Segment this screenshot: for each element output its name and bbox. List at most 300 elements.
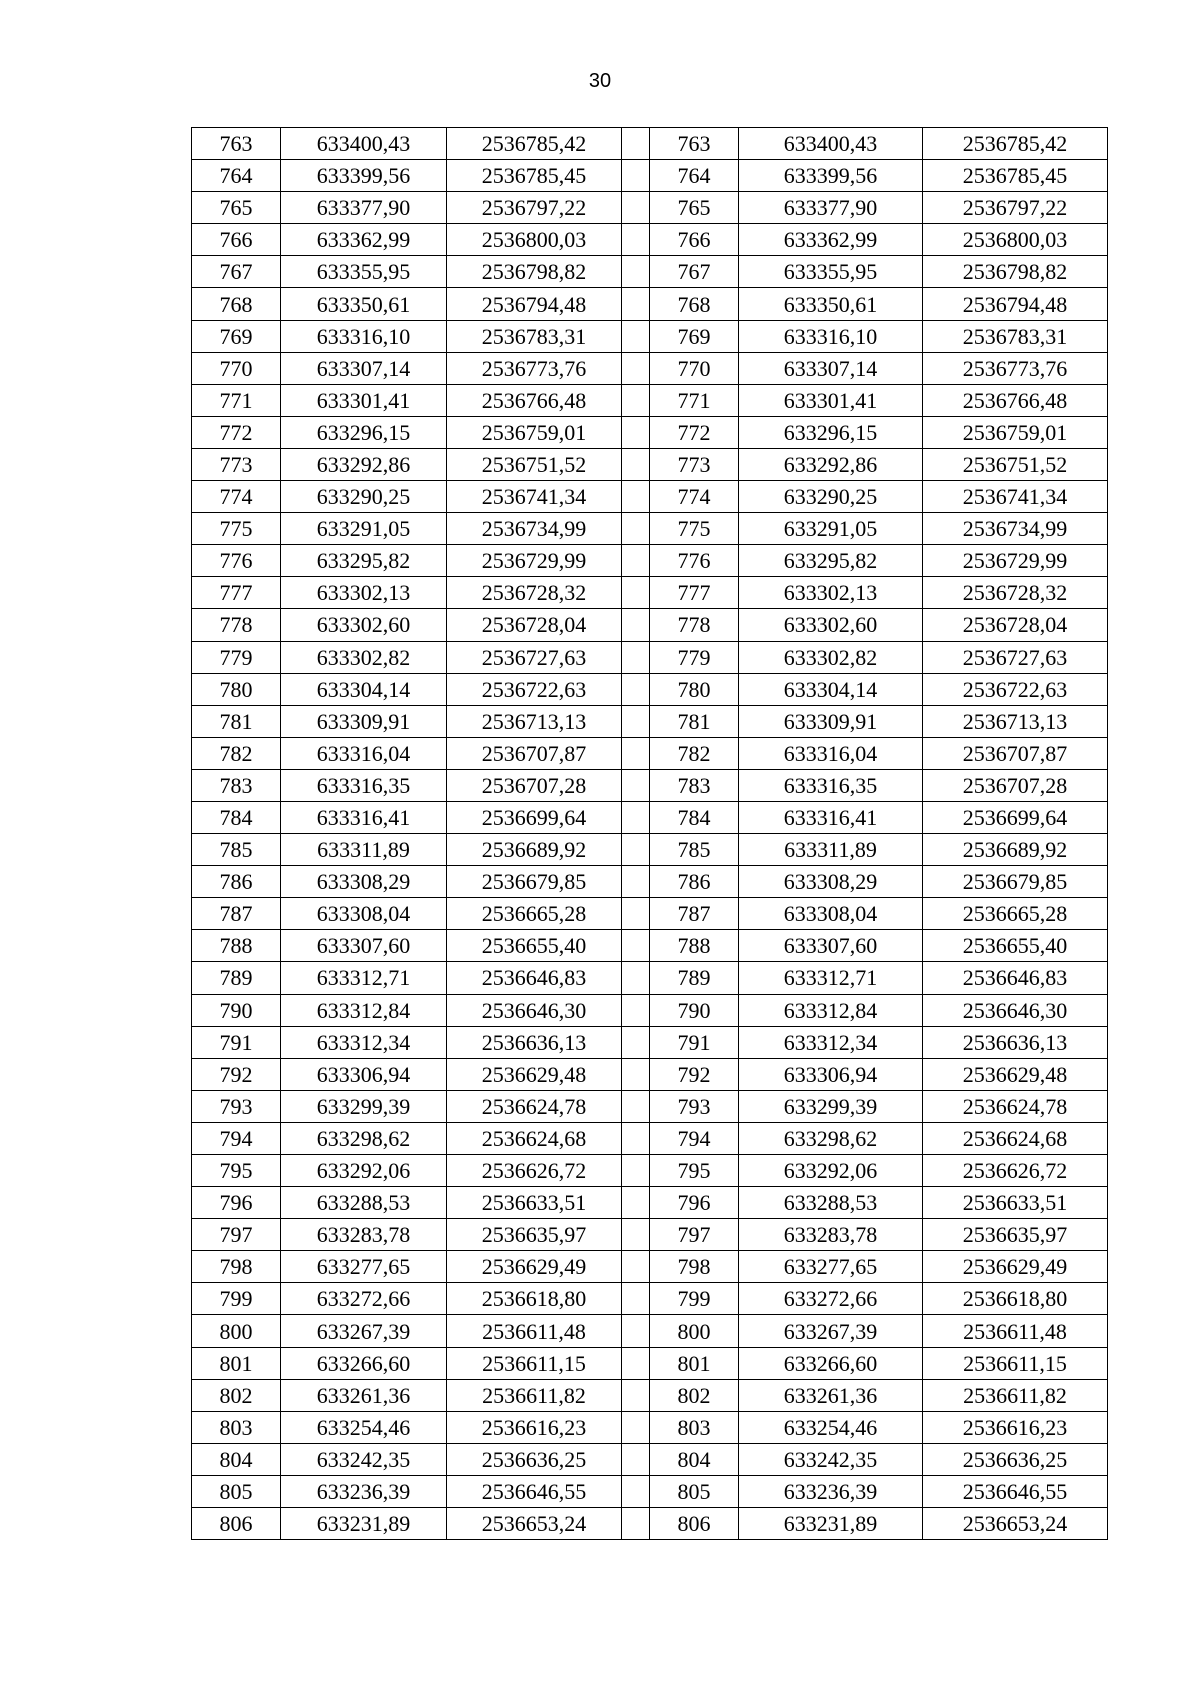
coordinates-table [191, 127, 1108, 1540]
y-coordinate-right: 2536707,28 [923, 769, 1108, 801]
x-coordinate-left: 633399,56 [281, 160, 447, 192]
spacer-cell [622, 1283, 650, 1315]
y-coordinate-left: 2536797,22 [447, 192, 622, 224]
point-number-left: 796 [192, 1187, 281, 1219]
point-number-right: 803 [650, 1411, 739, 1443]
point-number-left: 777 [192, 577, 281, 609]
spacer-cell [622, 801, 650, 833]
table-row [192, 1187, 1108, 1219]
spacer-cell [622, 1090, 650, 1122]
point-number-left: 805 [192, 1475, 281, 1507]
x-coordinate-left: 633311,89 [281, 834, 447, 866]
spacer-cell [622, 1347, 650, 1379]
table-row [192, 705, 1108, 737]
y-coordinate-left: 2536699,64 [447, 801, 622, 833]
point-number-right: 780 [650, 673, 739, 705]
x-coordinate-left: 633306,94 [281, 1058, 447, 1090]
x-coordinate-right: 633261,36 [739, 1379, 923, 1411]
x-coordinate-left: 633400,43 [281, 128, 447, 160]
x-coordinate-right: 633316,35 [739, 769, 923, 801]
point-number-left: 765 [192, 192, 281, 224]
y-coordinate-right: 2536800,03 [923, 224, 1108, 256]
point-number-left: 802 [192, 1379, 281, 1411]
point-number-right: 799 [650, 1283, 739, 1315]
x-coordinate-left: 633242,35 [281, 1443, 447, 1475]
spacer-cell [622, 737, 650, 769]
y-coordinate-left: 2536616,23 [447, 1411, 622, 1443]
x-coordinate-right: 633301,41 [739, 384, 923, 416]
table-row [192, 1090, 1108, 1122]
y-coordinate-left: 2536794,48 [447, 288, 622, 320]
spacer-cell [622, 1315, 650, 1347]
point-number-left: 793 [192, 1090, 281, 1122]
point-number-right: 774 [650, 481, 739, 513]
y-coordinate-left: 2536635,97 [447, 1219, 622, 1251]
point-number-left: 764 [192, 160, 281, 192]
point-number-right: 801 [650, 1347, 739, 1379]
x-coordinate-left: 633312,71 [281, 962, 447, 994]
spacer-cell [622, 384, 650, 416]
x-coordinate-left: 633308,04 [281, 898, 447, 930]
y-coordinate-left: 2536707,28 [447, 769, 622, 801]
point-number-right: 788 [650, 930, 739, 962]
point-number-right: 802 [650, 1379, 739, 1411]
spacer-cell [622, 1508, 650, 1540]
y-coordinate-right: 2536689,92 [923, 834, 1108, 866]
y-coordinate-left: 2536618,80 [447, 1283, 622, 1315]
table-row [192, 513, 1108, 545]
x-coordinate-left: 633316,10 [281, 320, 447, 352]
spacer-cell [622, 1251, 650, 1283]
y-coordinate-right: 2536655,40 [923, 930, 1108, 962]
x-coordinate-left: 633266,60 [281, 1347, 447, 1379]
y-coordinate-left: 2536636,13 [447, 1026, 622, 1058]
point-number-right: 796 [650, 1187, 739, 1219]
y-coordinate-left: 2536636,25 [447, 1443, 622, 1475]
x-coordinate-right: 633242,35 [739, 1443, 923, 1475]
point-number-right: 765 [650, 192, 739, 224]
x-coordinate-left: 633298,62 [281, 1122, 447, 1154]
y-coordinate-right: 2536618,80 [923, 1283, 1108, 1315]
table-row [192, 1283, 1108, 1315]
table-row [192, 994, 1108, 1026]
y-coordinate-left: 2536646,83 [447, 962, 622, 994]
spacer-cell [622, 1155, 650, 1187]
y-coordinate-right: 2536636,13 [923, 1026, 1108, 1058]
y-coordinate-left: 2536679,85 [447, 866, 622, 898]
x-coordinate-left: 633231,89 [281, 1508, 447, 1540]
x-coordinate-right: 633307,14 [739, 352, 923, 384]
point-number-left: 788 [192, 930, 281, 962]
table-row [192, 384, 1108, 416]
point-number-left: 773 [192, 448, 281, 480]
spacer-cell [622, 224, 650, 256]
x-coordinate-right: 633307,60 [739, 930, 923, 962]
y-coordinate-left: 2536713,13 [447, 705, 622, 737]
x-coordinate-right: 633292,06 [739, 1155, 923, 1187]
point-number-left: 797 [192, 1219, 281, 1251]
table-row [192, 898, 1108, 930]
y-coordinate-right: 2536794,48 [923, 288, 1108, 320]
spacer-cell [622, 128, 650, 160]
table-row [192, 866, 1108, 898]
point-number-left: 770 [192, 352, 281, 384]
spacer-cell [622, 1058, 650, 1090]
y-coordinate-right: 2536734,99 [923, 513, 1108, 545]
point-number-right: 767 [650, 256, 739, 288]
table-row [192, 1508, 1108, 1540]
y-coordinate-left: 2536741,34 [447, 481, 622, 513]
spacer-cell [622, 1122, 650, 1154]
spacer-cell [622, 577, 650, 609]
coordinates-table-body [192, 128, 1108, 1540]
x-coordinate-right: 633377,90 [739, 192, 923, 224]
x-coordinate-left: 633299,39 [281, 1090, 447, 1122]
point-number-right: 763 [650, 128, 739, 160]
x-coordinate-right: 633302,60 [739, 609, 923, 641]
point-number-right: 793 [650, 1090, 739, 1122]
y-coordinate-left: 2536800,03 [447, 224, 622, 256]
y-coordinate-left: 2536734,99 [447, 513, 622, 545]
point-number-left: 806 [192, 1508, 281, 1540]
point-number-left: 787 [192, 898, 281, 930]
x-coordinate-right: 633399,56 [739, 160, 923, 192]
y-coordinate-right: 2536635,97 [923, 1219, 1108, 1251]
x-coordinate-right: 633316,41 [739, 801, 923, 833]
y-coordinate-left: 2536655,40 [447, 930, 622, 962]
x-coordinate-right: 633350,61 [739, 288, 923, 320]
point-number-left: 766 [192, 224, 281, 256]
spacer-cell [622, 866, 650, 898]
x-coordinate-right: 633312,84 [739, 994, 923, 1026]
table-row [192, 1347, 1108, 1379]
x-coordinate-right: 633312,71 [739, 962, 923, 994]
x-coordinate-left: 633316,35 [281, 769, 447, 801]
spacer-cell [622, 160, 650, 192]
table-row [192, 1219, 1108, 1251]
x-coordinate-right: 633272,66 [739, 1283, 923, 1315]
y-coordinate-left: 2536629,48 [447, 1058, 622, 1090]
x-coordinate-left: 633277,65 [281, 1251, 447, 1283]
spacer-cell [622, 705, 650, 737]
y-coordinate-right: 2536629,49 [923, 1251, 1108, 1283]
x-coordinate-left: 633316,04 [281, 737, 447, 769]
x-coordinate-left: 633302,13 [281, 577, 447, 609]
point-number-left: 798 [192, 1251, 281, 1283]
y-coordinate-right: 2536636,25 [923, 1443, 1108, 1475]
x-coordinate-left: 633307,14 [281, 352, 447, 384]
y-coordinate-left: 2536665,28 [447, 898, 622, 930]
point-number-left: 784 [192, 801, 281, 833]
point-number-left: 790 [192, 994, 281, 1026]
y-coordinate-left: 2536626,72 [447, 1155, 622, 1187]
x-coordinate-left: 633283,78 [281, 1219, 447, 1251]
spacer-cell [622, 448, 650, 480]
point-number-left: 792 [192, 1058, 281, 1090]
y-coordinate-right: 2536722,63 [923, 673, 1108, 705]
y-coordinate-right: 2536773,76 [923, 352, 1108, 384]
table-row [192, 930, 1108, 962]
table-row [192, 545, 1108, 577]
point-number-left: 769 [192, 320, 281, 352]
table-row [192, 320, 1108, 352]
x-coordinate-right: 633296,15 [739, 416, 923, 448]
x-coordinate-right: 633316,04 [739, 737, 923, 769]
spacer-cell [622, 545, 650, 577]
point-number-right: 789 [650, 962, 739, 994]
point-number-right: 778 [650, 609, 739, 641]
point-number-left: 785 [192, 834, 281, 866]
point-number-left: 801 [192, 1347, 281, 1379]
point-number-right: 791 [650, 1026, 739, 1058]
x-coordinate-right: 633295,82 [739, 545, 923, 577]
y-coordinate-right: 2536707,87 [923, 737, 1108, 769]
table-row [192, 737, 1108, 769]
table-row [192, 1026, 1108, 1058]
point-number-left: 771 [192, 384, 281, 416]
table-row [192, 1475, 1108, 1507]
x-coordinate-left: 633316,41 [281, 801, 447, 833]
point-number-right: 786 [650, 866, 739, 898]
y-coordinate-right: 2536665,28 [923, 898, 1108, 930]
x-coordinate-right: 633266,60 [739, 1347, 923, 1379]
x-coordinate-left: 633304,14 [281, 673, 447, 705]
point-number-right: 785 [650, 834, 739, 866]
x-coordinate-right: 633291,05 [739, 513, 923, 545]
table-row [192, 1122, 1108, 1154]
x-coordinate-left: 633295,82 [281, 545, 447, 577]
spacer-cell [622, 834, 650, 866]
spacer-cell [622, 962, 650, 994]
y-coordinate-right: 2536785,45 [923, 160, 1108, 192]
table-row [192, 801, 1108, 833]
y-coordinate-right: 2536653,24 [923, 1508, 1108, 1540]
y-coordinate-left: 2536727,63 [447, 641, 622, 673]
y-coordinate-left: 2536798,82 [447, 256, 622, 288]
y-coordinate-right: 2536797,22 [923, 192, 1108, 224]
y-coordinate-right: 2536728,32 [923, 577, 1108, 609]
point-number-left: 780 [192, 673, 281, 705]
y-coordinate-left: 2536759,01 [447, 416, 622, 448]
point-number-right: 770 [650, 352, 739, 384]
x-coordinate-left: 633254,46 [281, 1411, 447, 1443]
x-coordinate-right: 633400,43 [739, 128, 923, 160]
page-number: 30 [588, 70, 612, 92]
table-row [192, 1058, 1108, 1090]
spacer-cell [622, 1475, 650, 1507]
point-number-right: 764 [650, 160, 739, 192]
spacer-cell [622, 641, 650, 673]
point-number-left: 783 [192, 769, 281, 801]
point-number-right: 790 [650, 994, 739, 1026]
table-row [192, 673, 1108, 705]
y-coordinate-right: 2536785,42 [923, 128, 1108, 160]
point-number-right: 781 [650, 705, 739, 737]
table-row [192, 288, 1108, 320]
point-number-left: 800 [192, 1315, 281, 1347]
point-number-left: 776 [192, 545, 281, 577]
y-coordinate-right: 2536646,30 [923, 994, 1108, 1026]
x-coordinate-left: 633302,60 [281, 609, 447, 641]
table-row [192, 577, 1108, 609]
y-coordinate-left: 2536689,92 [447, 834, 622, 866]
x-coordinate-left: 633309,91 [281, 705, 447, 737]
table-row [192, 128, 1108, 160]
y-coordinate-right: 2536766,48 [923, 384, 1108, 416]
x-coordinate-right: 633231,89 [739, 1508, 923, 1540]
table-row [192, 1379, 1108, 1411]
point-number-right: 806 [650, 1508, 739, 1540]
x-coordinate-right: 633288,53 [739, 1187, 923, 1219]
x-coordinate-left: 633236,39 [281, 1475, 447, 1507]
point-number-right: 773 [650, 448, 739, 480]
y-coordinate-right: 2536624,78 [923, 1090, 1108, 1122]
y-coordinate-left: 2536785,45 [447, 160, 622, 192]
table-row [192, 192, 1108, 224]
spacer-cell [622, 1411, 650, 1443]
x-coordinate-right: 633308,29 [739, 866, 923, 898]
y-coordinate-right: 2536646,83 [923, 962, 1108, 994]
y-coordinate-left: 2536783,31 [447, 320, 622, 352]
y-coordinate-left: 2536624,78 [447, 1090, 622, 1122]
point-number-right: 800 [650, 1315, 739, 1347]
point-number-left: 768 [192, 288, 281, 320]
table-row [192, 834, 1108, 866]
y-coordinate-left: 2536611,15 [447, 1347, 622, 1379]
x-coordinate-left: 633312,34 [281, 1026, 447, 1058]
spacer-cell [622, 769, 650, 801]
x-coordinate-left: 633312,84 [281, 994, 447, 1026]
spacer-cell [622, 256, 650, 288]
table-row [192, 1251, 1108, 1283]
x-coordinate-left: 633291,05 [281, 513, 447, 545]
x-coordinate-right: 633299,39 [739, 1090, 923, 1122]
y-coordinate-right: 2536798,82 [923, 256, 1108, 288]
point-number-right: 787 [650, 898, 739, 930]
x-coordinate-right: 633298,62 [739, 1122, 923, 1154]
y-coordinate-right: 2536727,63 [923, 641, 1108, 673]
spacer-cell [622, 1379, 650, 1411]
point-number-right: 798 [650, 1251, 739, 1283]
y-coordinate-left: 2536611,48 [447, 1315, 622, 1347]
x-coordinate-right: 633290,25 [739, 481, 923, 513]
x-coordinate-left: 633296,15 [281, 416, 447, 448]
x-coordinate-right: 633302,13 [739, 577, 923, 609]
spacer-cell [622, 930, 650, 962]
y-coordinate-left: 2536646,30 [447, 994, 622, 1026]
table-row [192, 1411, 1108, 1443]
y-coordinate-right: 2536759,01 [923, 416, 1108, 448]
y-coordinate-left: 2536633,51 [447, 1187, 622, 1219]
table-row [192, 1443, 1108, 1475]
spacer-cell [622, 1187, 650, 1219]
x-coordinate-left: 633301,41 [281, 384, 447, 416]
point-number-right: 775 [650, 513, 739, 545]
spacer-cell [622, 513, 650, 545]
y-coordinate-right: 2536633,51 [923, 1187, 1108, 1219]
point-number-right: 805 [650, 1475, 739, 1507]
y-coordinate-left: 2536707,87 [447, 737, 622, 769]
y-coordinate-left: 2536611,82 [447, 1379, 622, 1411]
table-row [192, 352, 1108, 384]
spacer-cell [622, 1026, 650, 1058]
y-coordinate-left: 2536629,49 [447, 1251, 622, 1283]
spacer-cell [622, 192, 650, 224]
table-row [192, 769, 1108, 801]
spacer-cell [622, 1219, 650, 1251]
y-coordinate-right: 2536729,99 [923, 545, 1108, 577]
point-number-left: 778 [192, 609, 281, 641]
x-coordinate-left: 633292,06 [281, 1155, 447, 1187]
point-number-right: 768 [650, 288, 739, 320]
point-number-right: 772 [650, 416, 739, 448]
spacer-cell [622, 320, 650, 352]
x-coordinate-right: 633267,39 [739, 1315, 923, 1347]
x-coordinate-left: 633272,66 [281, 1283, 447, 1315]
spacer-cell [622, 1443, 650, 1475]
table-row [192, 1315, 1108, 1347]
table-row [192, 609, 1108, 641]
spacer-cell [622, 352, 650, 384]
point-number-left: 781 [192, 705, 281, 737]
x-coordinate-right: 633277,65 [739, 1251, 923, 1283]
x-coordinate-right: 633316,10 [739, 320, 923, 352]
spacer-cell [622, 288, 650, 320]
x-coordinate-right: 633302,82 [739, 641, 923, 673]
point-number-left: 774 [192, 481, 281, 513]
table-row [192, 448, 1108, 480]
y-coordinate-right: 2536629,48 [923, 1058, 1108, 1090]
y-coordinate-right: 2536751,52 [923, 448, 1108, 480]
point-number-left: 779 [192, 641, 281, 673]
x-coordinate-right: 633308,04 [739, 898, 923, 930]
y-coordinate-right: 2536783,31 [923, 320, 1108, 352]
point-number-right: 797 [650, 1219, 739, 1251]
point-number-left: 795 [192, 1155, 281, 1187]
point-number-right: 794 [650, 1122, 739, 1154]
point-number-right: 783 [650, 769, 739, 801]
x-coordinate-right: 633306,94 [739, 1058, 923, 1090]
point-number-left: 789 [192, 962, 281, 994]
y-coordinate-left: 2536653,24 [447, 1508, 622, 1540]
x-coordinate-right: 633309,91 [739, 705, 923, 737]
y-coordinate-right: 2536624,68 [923, 1122, 1108, 1154]
point-number-left: 782 [192, 737, 281, 769]
point-number-left: 803 [192, 1411, 281, 1443]
point-number-right: 804 [650, 1443, 739, 1475]
y-coordinate-left: 2536766,48 [447, 384, 622, 416]
table-row [192, 962, 1108, 994]
point-number-left: 804 [192, 1443, 281, 1475]
spacer-cell [622, 609, 650, 641]
table-row [192, 256, 1108, 288]
point-number-left: 763 [192, 128, 281, 160]
x-coordinate-left: 633302,82 [281, 641, 447, 673]
point-number-left: 767 [192, 256, 281, 288]
point-number-right: 777 [650, 577, 739, 609]
x-coordinate-right: 633312,34 [739, 1026, 923, 1058]
x-coordinate-left: 633377,90 [281, 192, 447, 224]
y-coordinate-left: 2536751,52 [447, 448, 622, 480]
x-coordinate-right: 633311,89 [739, 834, 923, 866]
y-coordinate-right: 2536611,15 [923, 1347, 1108, 1379]
y-coordinate-right: 2536626,72 [923, 1155, 1108, 1187]
x-coordinate-left: 633362,99 [281, 224, 447, 256]
x-coordinate-left: 633355,95 [281, 256, 447, 288]
spacer-cell [622, 416, 650, 448]
y-coordinate-right: 2536611,48 [923, 1315, 1108, 1347]
spacer-cell [622, 481, 650, 513]
